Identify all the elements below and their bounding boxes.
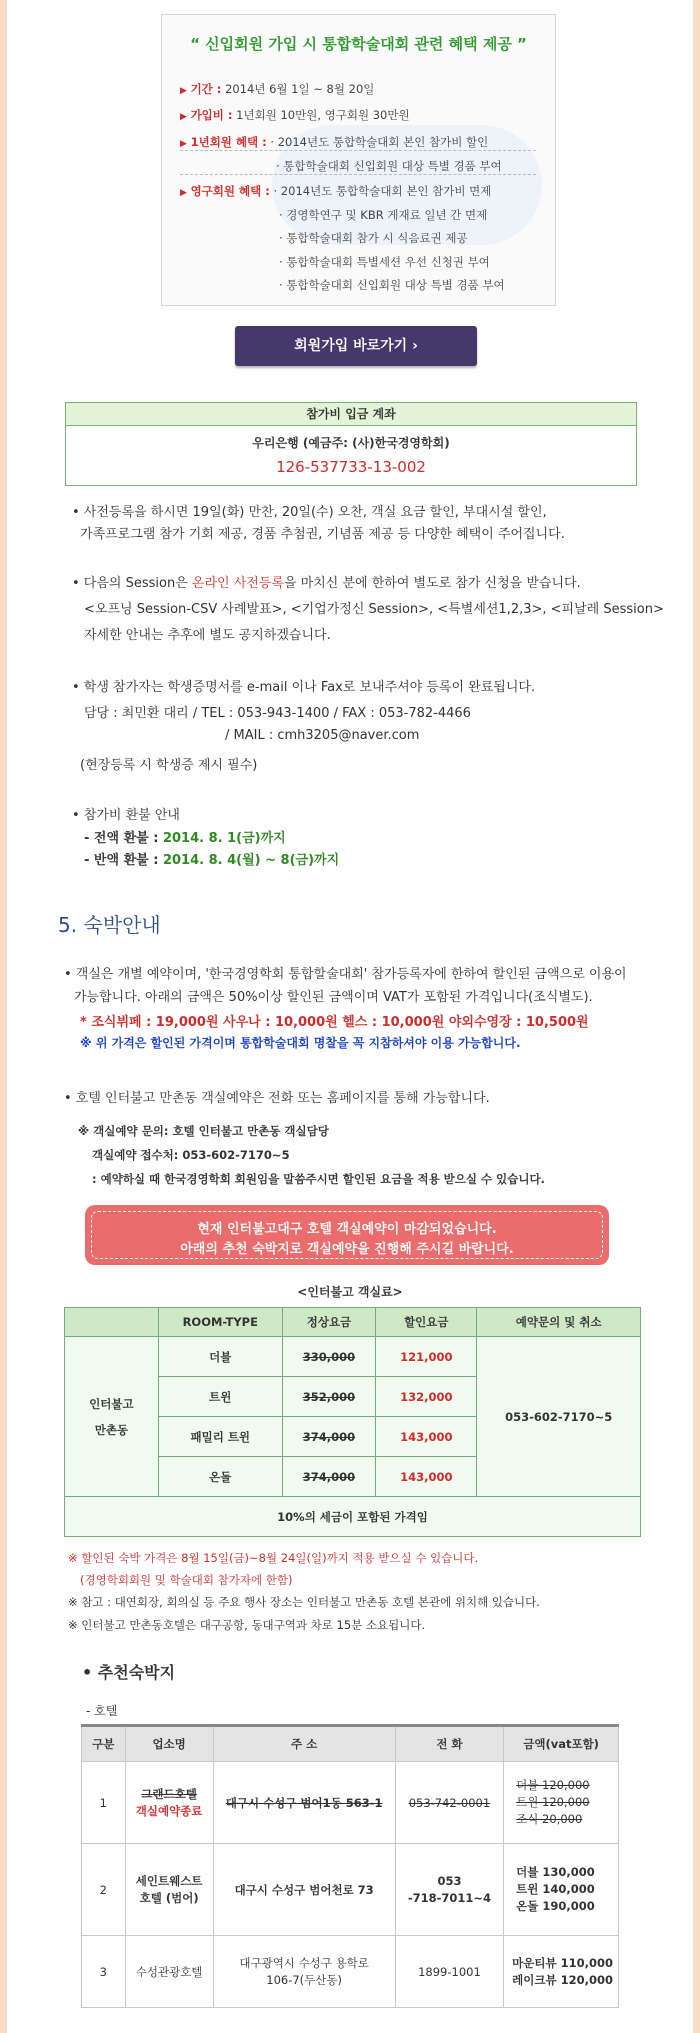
refund-half-row [84, 849, 339, 868]
table-row [82, 1844, 619, 1936]
room-note-2: ※ 참고 : 대연회장, 회의실 등 주요 행사 장소는 인터불고 만촌동 호텔 본관에 위치해 있습니다. [68, 1595, 540, 1609]
table-header: 구분 [82, 1726, 126, 1762]
table-header: ROOM-TYPE [158, 1308, 282, 1337]
table-row [82, 1936, 619, 2008]
period-row [180, 81, 374, 97]
table-header: 주 소 [213, 1726, 395, 1762]
address-line: 106-7(두산동) [266, 1972, 342, 1987]
closed-notice-banner [85, 1205, 609, 1265]
phone-line: 053 [437, 1873, 462, 1888]
session-text-2: <오프닝 Session-CSV 사례발표>, <기업가정신 Session>, <특별세션1,2,3>, <피날레 Session> [84, 602, 664, 617]
benefit-item: · 통합학술대회 참가 시 식음료권 제공 [279, 231, 468, 245]
hotel-address: 대구시 수성구 범어1동 563-1 [213, 1762, 395, 1844]
reservation-closed-label: 객실예약종료 [135, 1803, 203, 1818]
pre-reg-text-1: • 사전등록을 하시면 19일(화) 만찬, 20일(수) 오찬, 객실 요금 할인, 부대시설 할인, [72, 505, 547, 520]
one-year-row [180, 134, 488, 150]
price-line: 마운티뷰 110,000 [512, 1955, 613, 1970]
student-text-4: (현장등록 시 학생증 제시 필수) [80, 758, 258, 773]
normal-price: 374,000 [282, 1457, 375, 1497]
right-frame-border [693, 0, 700, 2033]
refund-full-value: 2014. 8. 1(금)까지 [162, 831, 286, 846]
table-header: 전 화 [395, 1726, 503, 1762]
hotel-name-text: 그랜드호텔 [141, 1786, 197, 1801]
table-row [82, 1762, 619, 1844]
refund-full-label: - 전액 환불 : [84, 831, 163, 846]
price-line: 더블 130,000 [516, 1865, 595, 1879]
fee-row [180, 107, 410, 123]
table-footer-row [65, 1497, 641, 1537]
table-header [65, 1308, 159, 1337]
benefit-item: · 2014년도 통합학술대회 본인 참가비 할인 [270, 135, 489, 149]
lodging-notice: ※ 위 가격은 할인된 가격이며 통합학술대회 명찰을 꼭 지참하셔야 이용 가능합니다. [80, 1036, 521, 1050]
discount-price: 143,000 [376, 1417, 477, 1457]
room-table-caption: <인터불고 객실료> [297, 1285, 403, 1299]
account-header: 참가비 입금 계좌 [66, 403, 636, 426]
hotel-prices [504, 1936, 619, 2008]
lodging-reservation-text: • 호텔 인터불고 만촌동 객실예약은 전화 또는 홈페이지를 통해 가능합니다. [64, 1091, 490, 1106]
session-text-1 [72, 572, 581, 591]
room-type: 온돌 [158, 1457, 282, 1497]
one-year-label: 1년회원 혜택 : [190, 135, 267, 149]
tax-included-note: 10%의 세금이 포함된 가격임 [65, 1497, 641, 1537]
hotel-prices [504, 1762, 619, 1844]
reservation-phone: 객실예약 접수처: 053-602-7170~5 [92, 1148, 290, 1162]
online-pre-reg-link: 온라인 사전등록 [191, 576, 284, 591]
row-number: 2 [82, 1844, 126, 1936]
triangle-icon: ▶ [180, 188, 187, 198]
hotel-name [125, 1762, 213, 1844]
benefit-item: · 2014년도 통합학술대회 본인 참가비 면제 [273, 184, 492, 198]
table-header: 정상요금 [282, 1308, 375, 1337]
price-line: 더블 120,000 [516, 1778, 590, 1792]
room-note-3: ※ 인터불고 만촌동호텔은 대구공항, 동대구역과 차로 15분 소요됩니다. [68, 1618, 426, 1632]
room-type: 트윈 [158, 1377, 282, 1417]
price-line: 트윈 120,000 [516, 1795, 590, 1809]
hotel-phone [395, 1844, 503, 1936]
recommend-sub: - 호텔 [86, 1704, 118, 1718]
left-frame-border [0, 0, 7, 2033]
session-text-3: 자세한 안내는 추후에 별도 공지하겠습니다. [84, 628, 331, 643]
join-membership-button[interactable]: 회원가입 바로가기 › [235, 326, 477, 366]
table-header: 예약문의 및 취소 [477, 1308, 641, 1337]
period-label: 기간 : [190, 82, 222, 96]
triangle-icon: ▶ [180, 112, 187, 122]
benefit-item: · 통합학술대회 특별세션 우선 신청권 부여 [279, 255, 490, 269]
address-line: 대구광역시 수성구 용학로 [239, 1955, 369, 1970]
student-text-1: • 학생 참가자는 학생증명서를 e-mail 이나 Fax로 보내주셔야 등록이 완료됩니다. [72, 680, 536, 695]
table-header-row [82, 1726, 619, 1762]
hotel-name-line: 만촌동 [94, 1422, 129, 1437]
hotel-name [125, 1844, 213, 1936]
room-note-1: ※ 할인된 숙박 가격은 8월 15일(금)~8월 24일(일)까지 적용 받으실 수 있습니다. [68, 1551, 479, 1565]
recommend-title: • 추천숙박지 [82, 1663, 176, 1682]
discount-price: 121,000 [376, 1337, 477, 1377]
fee-value: 1년회원 10만원, 영구회원 30만원 [236, 108, 410, 122]
discount-price: 143,000 [376, 1457, 477, 1497]
refund-title: • 참가비 환불 안내 [72, 808, 180, 823]
session-text-c: 을 마치신 분에 한하여 별도로 참가 신청을 받습니다. [283, 576, 581, 591]
hotel-phone: 053-742-0001 [395, 1762, 503, 1844]
lodging-price-line: * 조식뷔페 : 19,000원 사우나 : 10,000원 헬스 : 10,000원 야외수영장 : 10,500원 [80, 1015, 589, 1030]
fee-label: 가입비 : [190, 108, 233, 122]
reservation-inquiry: ※ 객실예약 문의: 호텔 인터불고 만촌동 객실담당 [78, 1124, 329, 1138]
triangle-icon: ▶ [180, 139, 187, 149]
hotel-address: 대구시 수성구 범어천로 73 [213, 1844, 395, 1936]
membership-benefit-box [161, 14, 556, 306]
lodging-text-1: • 객실은 개별 예약이며, '한국경영학회 통합할술대회' 참가등록자에 한하여 할인된 금액으로 이용이 [64, 967, 627, 982]
perm-row [180, 183, 491, 199]
reservation-note: : 예약하실 때 한국경영학회 회원임을 말씀주시면 할인된 요금을 적용 받으실 수 있습니다. [92, 1172, 545, 1186]
banner-line-2: 아래의 추천 숙박지로 객실예약을 진행해 주시길 바랍니다. [180, 1242, 514, 1257]
price-line: 레이크뷰 120,000 [512, 1972, 613, 1987]
hotel-name-text: 세인트웨스트 [135, 1873, 203, 1888]
table-row [65, 1337, 641, 1377]
pre-reg-text-2: 가족프로그램 참가 기회 제공, 경품 추첨권, 기념품 제공 등 다양한 혜택이 주어집니다. [80, 527, 565, 542]
triangle-icon: ▶ [180, 86, 187, 96]
lodging-text-2: 가능합니다. 아래의 금액은 50%이상 할인된 금액이며 VAT가 포함된 가격입니다(조식별도). [74, 990, 593, 1005]
session-text-a: • 다음의 Session은 [72, 576, 192, 591]
price-line: 트윈 140,000 [516, 1882, 595, 1896]
benefit-title: “ 신입회원 가입 시 통합학술대회 관련 혜택 제공 ” [190, 35, 527, 53]
room-type: 패밀리 트윈 [158, 1417, 282, 1457]
student-text-3: / MAIL : cmh3205@naver.com [225, 728, 420, 743]
refund-half-value: 2014. 8. 4(월) ~ 8(금)까지 [162, 853, 340, 868]
normal-price: 374,000 [282, 1417, 375, 1457]
hotel-address [213, 1936, 395, 2008]
account-number: 126-537733-13-002 [276, 458, 426, 476]
section-title: 5. 숙박안내 [58, 913, 161, 937]
dashed-divider [180, 174, 536, 175]
benefit-item: · 통합학술대회 신입회원 대상 특별 경품 부여 [279, 278, 505, 292]
price-line: 조식 20,000 [516, 1812, 583, 1826]
hotel-name: 수성관광호텔 [125, 1936, 213, 2008]
phone-line: -718-7011~4 [407, 1890, 492, 1905]
table-header: 금액(vat포함) [504, 1726, 619, 1762]
student-text-2: 담당 : 최민환 대리 / TEL : 053-943-1400 / FAX : 053-782-4466 [84, 706, 471, 721]
hotel-name-text: 호텔 (범어) [139, 1890, 199, 1905]
hotel-name-line: 인터불고 [89, 1396, 134, 1411]
normal-price: 330,000 [282, 1337, 375, 1377]
hotel-phone: 1899-1001 [395, 1936, 503, 2008]
contact-cell: 053-602-7170~5 [477, 1337, 641, 1497]
hotel-prices [504, 1844, 619, 1936]
row-number: 1 [82, 1762, 126, 1844]
discount-price: 132,000 [376, 1377, 477, 1417]
account-bank: 우리은행 (예금주: (사)한국경영학회) [252, 436, 450, 450]
table-header: 할인요금 [376, 1308, 477, 1337]
payment-account-box [65, 402, 637, 486]
benefit-item: · 경영학연구 및 KBR 게재료 일년 간 면제 [279, 208, 488, 222]
period-value: 2014년 6월 1일 ~ 8월 20일 [225, 82, 375, 96]
price-line: 온돌 190,000 [516, 1899, 595, 1913]
recommended-hotel-table [81, 1724, 619, 2008]
normal-price: 352,000 [282, 1377, 375, 1417]
row-number: 3 [82, 1936, 126, 2008]
refund-half-label: - 반액 환불 : [84, 853, 163, 868]
banner-line-1: 현재 인터불고대구 호텔 객실예약이 마감되었습니다. [197, 1222, 497, 1237]
perm-label: 영구회원 혜택 : [190, 184, 270, 198]
room-type: 더블 [158, 1337, 282, 1377]
room-note-1b: (경영학회회원 및 학술대회 참가자에 한함) [80, 1573, 293, 1587]
benefit-item: · 통합학술대회 신입회원 대상 특별 경품 부여 [276, 159, 502, 173]
table-header-row [65, 1308, 641, 1337]
dashed-divider [180, 150, 536, 151]
room-rate-table [64, 1307, 641, 1537]
refund-full-row [84, 827, 286, 846]
table-header: 업소명 [125, 1726, 213, 1762]
hotel-name-cell [65, 1337, 159, 1497]
